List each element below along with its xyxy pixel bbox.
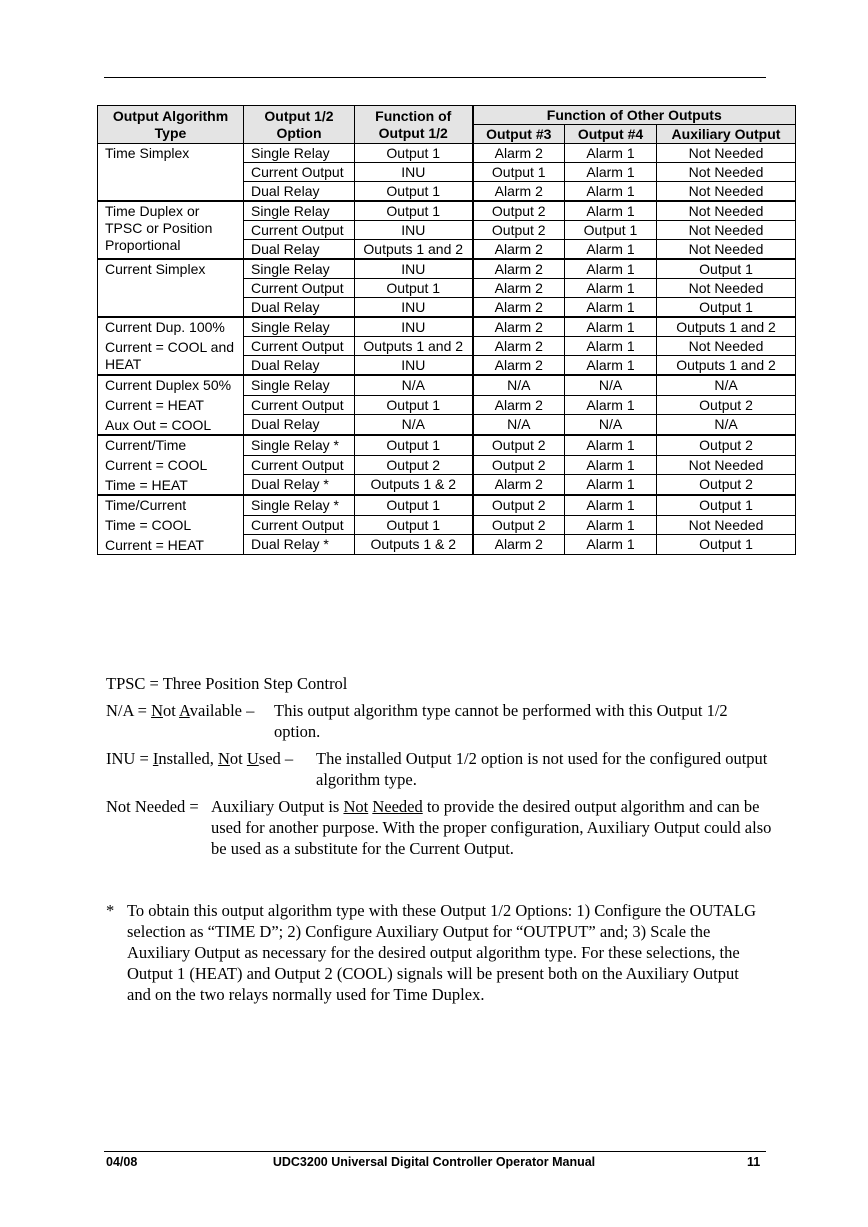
option-cell: Single Relay * [244, 495, 355, 515]
aux-output-cell: Not Needed [657, 182, 796, 202]
inu-term-underline-n: N [217, 749, 230, 768]
header-output3: Output #3 [473, 125, 565, 144]
output4-cell: Alarm 1 [565, 475, 657, 495]
option-cell: Single Relay [244, 144, 355, 163]
header-algorithm-type: Output Algorithm Type [98, 106, 244, 144]
legend-inu-term [106, 748, 293, 769]
inu-term-part: INU = [106, 749, 153, 768]
legend-na [106, 700, 776, 742]
nn-def-underline-needed: Needed [372, 797, 423, 816]
algorithm-type-line: Current = COOL and HEAT [105, 339, 235, 372]
footer-page-number: 11 [747, 1155, 761, 1169]
na-term-part: vailable – [189, 701, 255, 720]
function-cell: Outputs 1 & 2 [355, 535, 473, 555]
algorithm-type-cell [98, 375, 244, 435]
inu-term-part: nstalled, [158, 749, 218, 768]
nn-def-part: to provide the desired output algorithm and can be used for another purpose. With the proper configuration, Auxiliary Output could also be used as a substitute for the Current Output. [211, 797, 772, 858]
function-cell: Output 1 [355, 182, 473, 202]
function-cell: N/A [355, 375, 473, 395]
output4-cell: N/A [565, 415, 657, 435]
option-cell: Current Output [244, 395, 355, 415]
legend-tpsc-text: TPSC = Three Position Step Control [106, 674, 348, 693]
legend-nn-term: Not Needed = [106, 797, 199, 816]
output4-cell: Alarm 1 [565, 495, 657, 515]
table-row [98, 259, 796, 279]
header-rule [104, 77, 766, 78]
footer-title: UDC3200 Universal Digital Controller Operator Manual [272, 1155, 596, 1169]
output4-cell: Alarm 1 [565, 201, 657, 221]
function-cell: Output 1 [355, 279, 473, 298]
aux-output-cell: Not Needed [657, 240, 796, 260]
output4-cell: Output 1 [565, 221, 657, 240]
legend-na-definition: This output algorithm type cannot be performed with this Output 1/2 option. [274, 701, 728, 741]
aux-output-cell: Output 2 [657, 475, 796, 495]
footnote-asterisk: * [106, 901, 115, 920]
output4-cell: Alarm 1 [565, 259, 657, 279]
output3-cell: Alarm 2 [473, 317, 565, 337]
option-cell: Single Relay [244, 317, 355, 337]
output-algorithm-table [97, 105, 796, 555]
output3-cell: Alarm 2 [473, 535, 565, 555]
table-row [98, 201, 796, 221]
table-row [98, 144, 796, 163]
header-output-option: Output 1/2 Option [244, 106, 355, 144]
function-cell: Output 1 [355, 515, 473, 535]
output3-cell: N/A [473, 375, 565, 395]
inu-term-part: ot [229, 749, 247, 768]
function-cell: INU [355, 259, 473, 279]
algorithm-type-line: Current = HEAT [105, 397, 204, 413]
legend-not-needed [106, 796, 776, 859]
footnote [106, 900, 766, 1005]
output4-cell: Alarm 1 [565, 455, 657, 475]
na-term-underline-n: N [151, 701, 163, 720]
aux-output-cell: Not Needed [657, 201, 796, 221]
output3-cell: Output 2 [473, 495, 565, 515]
algorithm-type-cell [98, 201, 244, 259]
algorithm-type-line: Current = COOL [105, 457, 208, 473]
function-cell: Output 1 [355, 201, 473, 221]
aux-output-cell: N/A [657, 375, 796, 395]
output4-cell: Alarm 1 [565, 279, 657, 298]
option-cell: Current Output [244, 515, 355, 535]
output3-cell: Alarm 2 [473, 182, 565, 202]
output3-cell: Alarm 2 [473, 356, 565, 376]
function-cell: Output 1 [355, 144, 473, 163]
output4-cell: Alarm 1 [565, 337, 657, 356]
inu-term-underline-u: U [246, 749, 259, 768]
option-cell: Current Output [244, 279, 355, 298]
function-cell: Output 1 [355, 395, 473, 415]
function-cell: N/A [355, 415, 473, 435]
function-cell: Output 1 [355, 495, 473, 515]
option-cell: Dual Relay [244, 182, 355, 202]
aux-output-cell: Not Needed [657, 455, 796, 475]
output4-cell: Alarm 1 [565, 240, 657, 260]
function-cell: INU [355, 221, 473, 240]
na-term-part: ot [162, 701, 180, 720]
legend-tpsc [106, 673, 776, 694]
algorithm-type-line: Aux Out = COOL [105, 417, 212, 433]
output3-cell: Alarm 2 [473, 395, 565, 415]
aux-output-cell: Output 1 [657, 298, 796, 318]
option-cell: Single Relay [244, 375, 355, 395]
aux-output-cell: Output 1 [657, 495, 796, 515]
function-cell: Outputs 1 and 2 [355, 337, 473, 356]
output3-cell: Alarm 2 [473, 144, 565, 163]
function-cell: INU [355, 298, 473, 318]
option-cell: Single Relay [244, 259, 355, 279]
function-cell: Output 1 [355, 435, 473, 455]
na-term-part: N/A = [106, 701, 152, 720]
output3-cell: Alarm 2 [473, 475, 565, 495]
algorithm-type-line: Time = COOL [105, 517, 192, 533]
algorithm-type-line: Current Simplex [105, 261, 206, 277]
output3-cell: Output 2 [473, 201, 565, 221]
option-cell: Dual Relay [244, 356, 355, 376]
output3-cell: Alarm 2 [473, 240, 565, 260]
aux-output-cell: Output 1 [657, 535, 796, 555]
legend-inu [106, 748, 776, 790]
output3-cell: Output 1 [473, 163, 565, 182]
output4-cell: N/A [565, 375, 657, 395]
output3-cell: Output 2 [473, 455, 565, 475]
aux-output-cell: Not Needed [657, 144, 796, 163]
inu-term-part: sed – [258, 749, 294, 768]
output4-cell: Alarm 1 [565, 356, 657, 376]
inu-term-underline-i: I [152, 749, 159, 768]
table-body [98, 144, 796, 555]
option-cell: Dual Relay [244, 240, 355, 260]
option-cell: Dual Relay [244, 415, 355, 435]
aux-output-cell: Not Needed [657, 221, 796, 240]
function-cell: Outputs 1 & 2 [355, 475, 473, 495]
algorithm-type-cell [98, 435, 244, 495]
algorithm-type-line: Time Duplex or TPSC or Position Proportional [105, 203, 213, 253]
option-cell: Current Output [244, 163, 355, 182]
legend-nn-definition [106, 796, 776, 859]
footer-rule [104, 1151, 766, 1152]
option-cell: Current Output [244, 455, 355, 475]
output3-cell: Alarm 2 [473, 259, 565, 279]
function-cell: INU [355, 356, 473, 376]
option-cell: Current Output [244, 337, 355, 356]
algorithm-type-line: Current = HEAT [105, 537, 204, 553]
output4-cell: Alarm 1 [565, 515, 657, 535]
table-row [98, 435, 796, 455]
option-cell: Single Relay [244, 201, 355, 221]
aux-output-cell: Not Needed [657, 163, 796, 182]
aux-output-cell: Outputs 1 and 2 [657, 356, 796, 376]
algorithm-type-line: Time/Current [105, 497, 187, 513]
function-cell: INU [355, 163, 473, 182]
function-cell: Outputs 1 and 2 [355, 240, 473, 260]
option-cell: Dual Relay * [244, 475, 355, 495]
algorithm-type-line: Current/Time [105, 437, 187, 453]
algorithm-type-cell [98, 144, 244, 202]
output3-cell: Alarm 2 [473, 298, 565, 318]
legend-inu-definition: The installed Output 1/2 option is not used for the configured output algorithm type. [316, 749, 768, 789]
function-cell: INU [355, 317, 473, 337]
header-function-of-other: Function of Other Outputs [473, 106, 796, 125]
header-aux-output: Auxiliary Output [657, 125, 796, 144]
header-function-of-output: Function of Output 1/2 [355, 106, 473, 144]
table-row [98, 495, 796, 515]
aux-output-cell: Output 2 [657, 435, 796, 455]
output4-cell: Alarm 1 [565, 395, 657, 415]
algorithm-type-line: Current Duplex 50% [105, 377, 232, 393]
output4-cell: Alarm 1 [565, 298, 657, 318]
function-cell: Output 2 [355, 455, 473, 475]
footnote-text: To obtain this output algorithm type with these Output 1/2 Options: 1) Configure the OUTALG selection as “TIME D”; 2) Configure Auxiliary Output for “OUTPUT” and; 3) Scale the Auxiliary Output as necessary for the desired output algorithm type. For these selections, the Output 1 (HEAT) and Output 2 (COOL) signals will be present both on the Auxiliary Output and on the two relays normally used for Time Duplex. [127, 901, 757, 1004]
aux-output-cell: Not Needed [657, 279, 796, 298]
legend [106, 673, 776, 865]
aux-output-cell: Outputs 1 and 2 [657, 317, 796, 337]
output3-cell: Output 2 [473, 515, 565, 535]
legend-na-term [106, 700, 254, 721]
aux-output-cell: Not Needed [657, 337, 796, 356]
nn-def-part: Auxiliary Output is [211, 797, 344, 816]
output4-cell: Alarm 1 [565, 435, 657, 455]
aux-output-cell: Output 2 [657, 395, 796, 415]
algorithm-type-cell [98, 495, 244, 555]
na-term-underline-a: A [179, 701, 190, 720]
algorithm-type-cell [98, 317, 244, 375]
output4-cell: Alarm 1 [565, 535, 657, 555]
output4-cell: Alarm 1 [565, 144, 657, 163]
footer-date: 04/08 [106, 1155, 138, 1169]
option-cell: Dual Relay * [244, 535, 355, 555]
algorithm-type-line: Time = HEAT [105, 477, 188, 493]
option-cell: Dual Relay [244, 298, 355, 318]
output4-cell: Alarm 1 [565, 182, 657, 202]
nn-def-underline-not: Not [343, 797, 369, 816]
algorithm-type-line: Current Dup. 100% [105, 319, 225, 335]
output3-cell: Output 2 [473, 435, 565, 455]
header-output4: Output #4 [565, 125, 657, 144]
aux-output-cell: N/A [657, 415, 796, 435]
output3-cell: N/A [473, 415, 565, 435]
option-cell: Single Relay * [244, 435, 355, 455]
algorithm-type-cell [98, 259, 244, 317]
option-cell: Current Output [244, 221, 355, 240]
output4-cell: Alarm 1 [565, 163, 657, 182]
output3-cell: Alarm 2 [473, 337, 565, 356]
aux-output-cell: Not Needed [657, 515, 796, 535]
output3-cell: Alarm 2 [473, 279, 565, 298]
output4-cell: Alarm 1 [565, 317, 657, 337]
table-row [98, 317, 796, 337]
algorithm-type-line: Time Simplex [105, 145, 190, 161]
table-row [98, 375, 796, 395]
output3-cell: Output 2 [473, 221, 565, 240]
aux-output-cell: Output 1 [657, 259, 796, 279]
